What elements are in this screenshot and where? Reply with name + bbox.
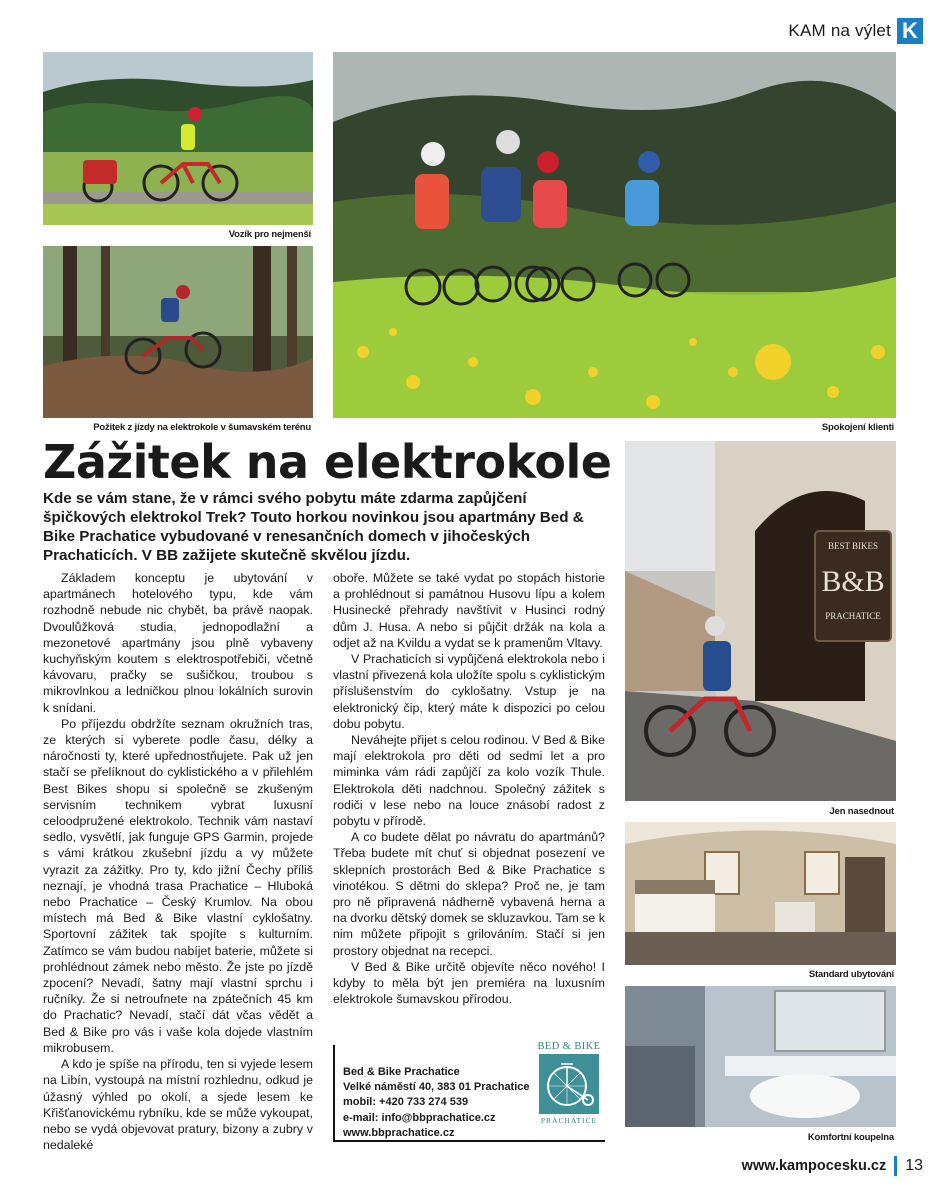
- photo-bedroom: [625, 822, 896, 965]
- photo-bike-trailer: [43, 52, 313, 225]
- article-title: Zážitek na elektrokole: [43, 435, 612, 489]
- penny-farthing-icon: [539, 1054, 599, 1114]
- article-lead: Kde se vám stane, že v rámci svého pobytu máte zdarma zapůjčení špičkových elektrokol Trek? Touto horkou novinkou jsou apartmány Bed & Bike Prachatice vybudované v renesančních domech v jihočeských Prachaticích. V BB zažijete skutečně skvělou jízdu.: [43, 490, 584, 564]
- photo6-caption: Komfortní koupelna: [807, 1132, 894, 1143]
- contact-box: [333, 1041, 605, 1142]
- bed-bike-logo: [537, 1041, 601, 1125]
- photo-family-meadow: [333, 52, 896, 418]
- footer-divider: [894, 1156, 897, 1176]
- paragraph: Po příjezdu obdržíte seznam okružních tras, ze kterých si vyberete podle času, délky a náročnosti ty, které upřednostňujete. Pak už jen stačí se přelíknout do cyklistického a v přilehlém Best Bikes shopu si společně se zkušeným servisním technikem vybrat luxusní celoodpružené elektrokolo. Technik vám nastaví sedlo, vysvětlí, jak funguje GPS Garmin, projede s vámi krátkou zkušební jízdu a vy můžete vyrazit za zážitky. Pro ty, kdo jižní Čechy příliš neznají, je vhodná trasa Prachatice – Hluboká nebo Prachatice – Český Krumlov. Na obou místech má Bed & Bike vlastní cyklošatny. Sportovní zážitek tak spojíte s kulturním. Zatímco se vám budou nabíjet baterie, můžete si prohlédnout zámek nebo město. Že jste po jízdě zpocení? Nevadí, šatny mají vlastní sprchu i ručníky. Že si netroufnete na zpátečních 45 km do Prachatic? Nevadí, stačí dát včas vědět a Bed & Bike pro vás i vaše kola dojede vlastním mikrobusem.: [43, 716, 313, 1055]
- paragraph: oboře. Můžete se také vydat po stopách historie a prohlédnout si památnou Husovu lípu a kolem Husinecké přehrady navštívit v Husinci rodný dům J. Husa. A nebo si půjčit držák na kola a odjet až na Kvildu a vydat se k pramenům Vltavy.: [333, 571, 605, 650]
- contact-web[interactable]: www.bbprachatice.cz: [343, 1126, 455, 1139]
- footer-url[interactable]: www.kampocesku.cz: [741, 1158, 887, 1174]
- photo4-caption: Jen nasednout: [829, 806, 894, 817]
- page-number: 13: [905, 1157, 923, 1174]
- photo-forest-ride: [43, 246, 313, 418]
- magazine-brand: KAM na výlet: [788, 21, 891, 40]
- contact-phone: mobil: +420 733 274 539: [343, 1096, 469, 1109]
- contact-name: Bed & Bike Prachatice: [343, 1066, 460, 1078]
- logo-top-text: BED & BIKE: [537, 1041, 601, 1052]
- article-column-2: [333, 570, 605, 1007]
- paragraph: Neváhejte přijet s celou rodinou. V Bed & Bike mají elektrokola pro děti od sedmi let a pro miminka vám rádi zapůjčí za kolo vozík Thule. Elektrokola děti nadchnou. Společný zážitek s rodiči v lese nebo na louce znásobí radost z pobytu v přírodě.: [333, 733, 605, 829]
- paragraph: V Prachaticích si vypůjčená elektrokola nebo i vlastní přivezená kola uložíte spolu s cyklistickým příslušenstvím do cyklošatny. Vstup je na elektronický čip, který máte k dispozici po celou dobu pobytu.: [333, 652, 605, 731]
- photo-bb-facade: [625, 441, 896, 801]
- paragraph: A kdo je spíše na přírodu, ten si vyjede lesem na Libín, vystoupá na místní rozhlednu, odkud je úžasný výhled po okolí, a sjede lesem ke Křišťanovickému rybníku, kde se může vykoupat, nebo se vydá objevovat pratury, bizony a zubry v nedaleké: [43, 1057, 313, 1153]
- photo2-caption: Požitek z jízdy na elektrokole v šumavském terénu: [93, 422, 311, 433]
- paragraph: A co budete dělat po návratu do apartmánů? Třeba budete mít chuť si objednat posezení ve sklepních prostorách Bed & Bike Prachatice s vinotékou. S dětmi do sklepa? Proč ne, je tam pro ně připravená nádherně vybavená herna a na dvorku dětský domek se skluzavkou. Tam se k nim můžete připojit s grilováním. Stačí si jen prostory objednat na recepci.: [333, 830, 605, 958]
- logo-bottom-text: PRACHATICE: [540, 1116, 598, 1125]
- photo5-caption: Standard ubytování: [808, 969, 894, 980]
- photo1-caption: Vozík pro nejmenší: [228, 229, 311, 240]
- page-footer: [742, 1156, 923, 1176]
- sign-text-top: BEST BIKES: [827, 541, 879, 551]
- magazine-header: [788, 18, 923, 44]
- paragraph: V Bed & Bike určitě objevíte něco nového! I kdyby to měla být jen premiéra na luxusním elektrokole šumavskou přírodou.: [333, 959, 605, 1007]
- contact-address: Velké náměstí 40, 383 01 Prachatice: [343, 1081, 530, 1094]
- sign-text-main: B&B: [821, 565, 885, 598]
- photo-bathroom: [625, 986, 896, 1127]
- magazine-logo: K: [897, 18, 923, 44]
- article-column-1: [43, 570, 313, 1153]
- photo3-caption: Spokojení klienti: [821, 422, 894, 433]
- paragraph: Základem konceptu je ubytování v apartmánech hotelového typu, kde vám rozhodně nebude nic chybět, ba právě naopak. Dvoulůžková studia, jednopodlažní a mezonetové apartmány jsou plně vybaveny kuchyňským koutem s elektrospotřebiči, včetně kávovaru, pračky se sušičkou, troubou s mikrovlnkou a ledničkou plnou lokálních surovin k snídani.: [43, 571, 313, 715]
- contact-email[interactable]: e-mail: info@bbprachatice.cz: [343, 1111, 496, 1124]
- sign-text-bottom: PRACHATICE: [825, 611, 881, 621]
